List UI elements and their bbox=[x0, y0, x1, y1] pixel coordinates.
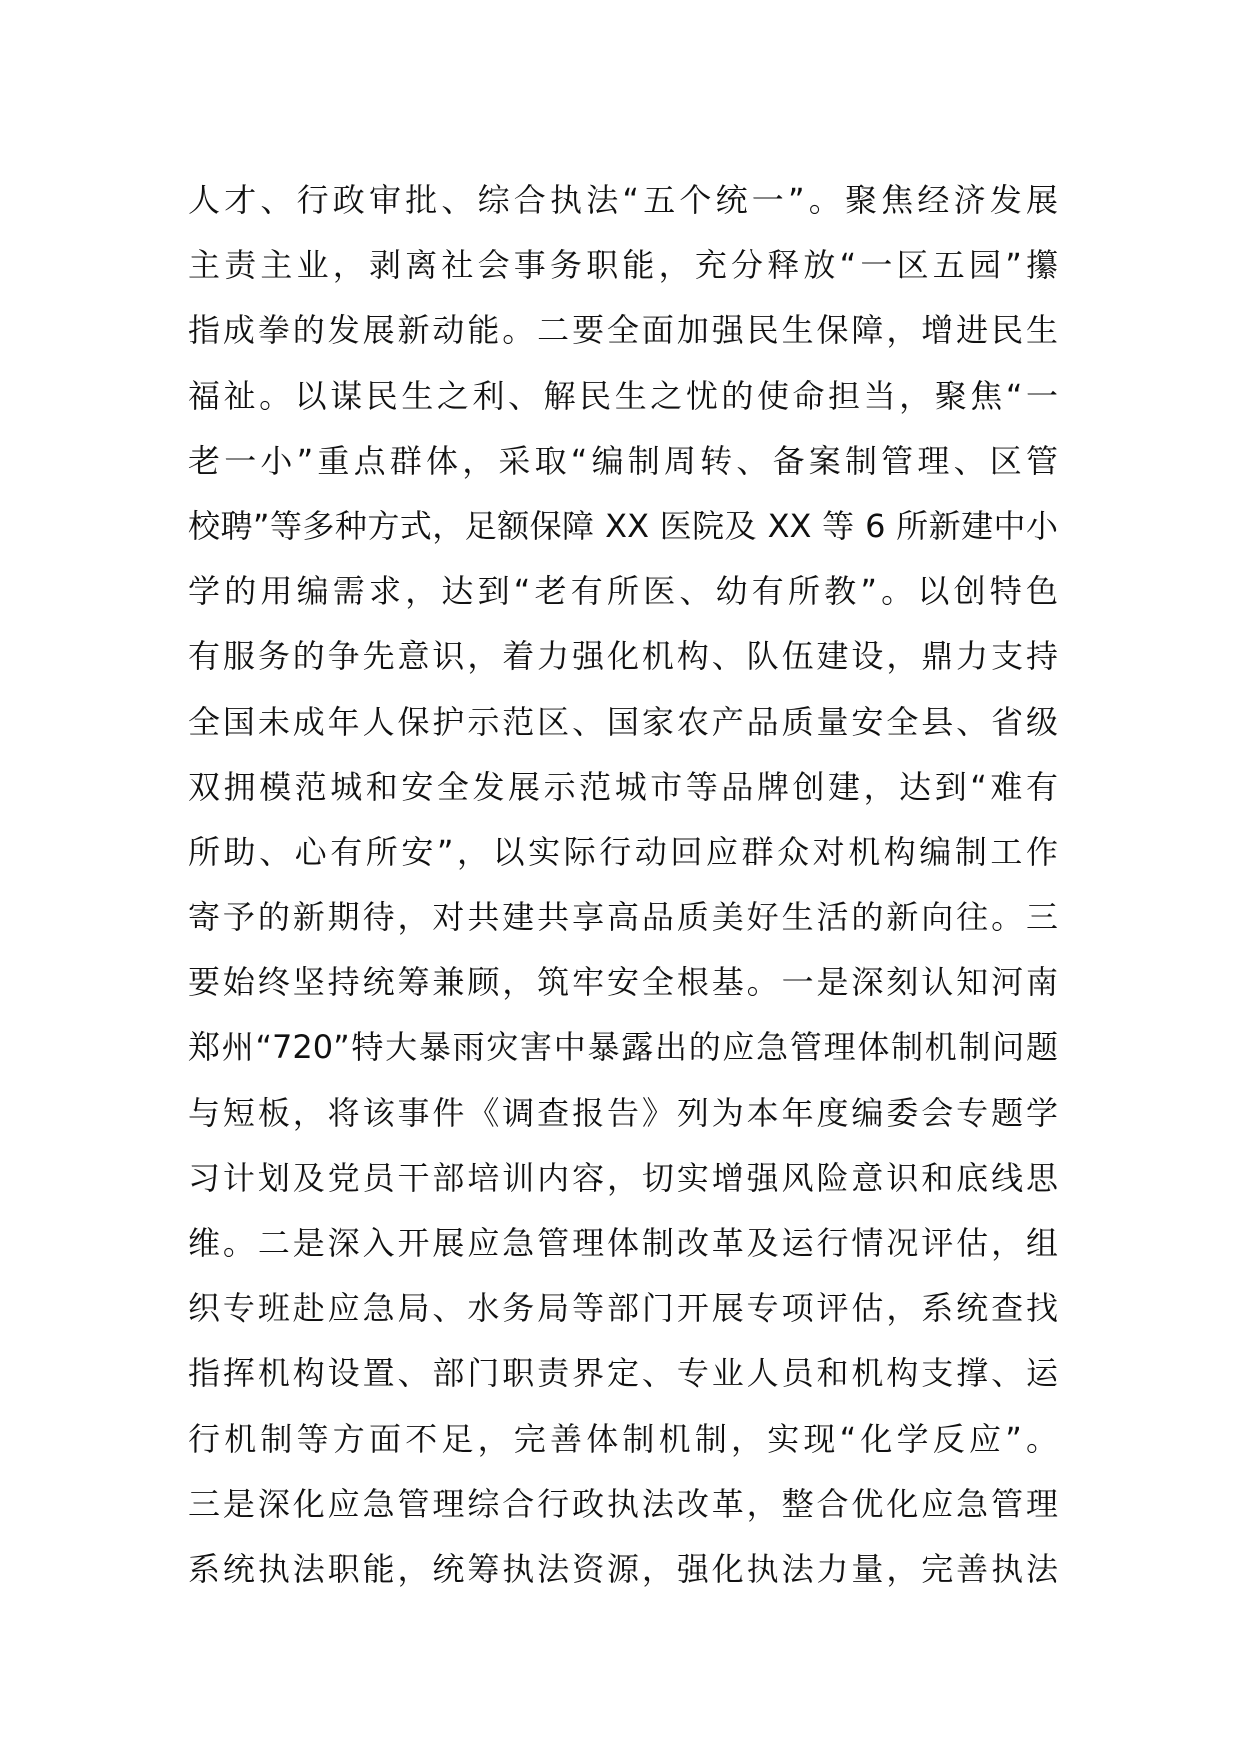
text-line: 寄予的新期待，对共建共享高品质美好生活的新向往。三 bbox=[188, 898, 1058, 937]
text-line: 织专班赴应急局、水务局等部门开展专项评估，系统查找 bbox=[188, 1289, 1058, 1328]
text-line: 双拥模范城和安全发展示范城市等品牌创建，达到“难有 bbox=[188, 767, 1058, 806]
text-line: 所助、心有所安”，以实际行动回应群众对机构编制工作 bbox=[188, 832, 1058, 871]
text-line: 学的用编需求，达到“老有所医、幼有所教”。以创特色 bbox=[188, 572, 1058, 611]
text-line: 要始终坚持统筹兼顾，筑牢安全根基。一是深刻认知河南 bbox=[188, 963, 1058, 1002]
text-line: 主责主业，剥离社会事务职能，充分释放“一区五园”攥 bbox=[188, 246, 1058, 285]
text-line: 全国未成年人保护示范区、国家农产品质量安全县、省级 bbox=[188, 702, 1058, 741]
text-line: 有服务的争先意识，着力强化机构、队伍建设，鼎力支持 bbox=[188, 637, 1058, 676]
text-line: 三是深化应急管理综合行政执法改革，整合优化应急管理 bbox=[188, 1484, 1058, 1523]
text-line: 维。二是深入开展应急管理体制改革及运行情况评估，组 bbox=[188, 1224, 1058, 1262]
text-line: 系统执法职能，统筹执法资源，强化执法力量，完善执法 bbox=[188, 1549, 1058, 1588]
text-line: 校聘”等多种方式，足额保障 XX 医院及 XX 等 6 所新建中小 bbox=[188, 506, 1058, 545]
text-line: 指成拳的发展新动能。二要全面加强民生保障，增进民生 bbox=[188, 311, 1058, 350]
text-line: 老一小”重点群体，采取“编制周转、备案制管理、区管 bbox=[188, 441, 1058, 480]
text-line: 指挥机构设置、部门职责界定、专业人员和机构支撑、运 bbox=[188, 1354, 1058, 1393]
body-text bbox=[188, 168, 1058, 1602]
text-line: 行机制等方面不足，完善体制机制，实现“化学反应”。 bbox=[188, 1419, 1058, 1458]
text-line: 与短板，将该事件《调查报告》列为本年度编委会专题学 bbox=[188, 1093, 1058, 1132]
text-line: 福祉。以谋民生之利、解民生之忧的使命担当，聚焦“一 bbox=[188, 376, 1058, 415]
text-line: 郑州“720”特大暴雨灾害中暴露出的应急管理体制机制问题 bbox=[188, 1028, 1058, 1067]
text-line: 习计划及党员干部培训内容，切实增强风险意识和底线思 bbox=[188, 1158, 1058, 1197]
text-line: 人才、行政审批、综合执法“五个统一”。聚焦经济发展 bbox=[188, 181, 1058, 219]
